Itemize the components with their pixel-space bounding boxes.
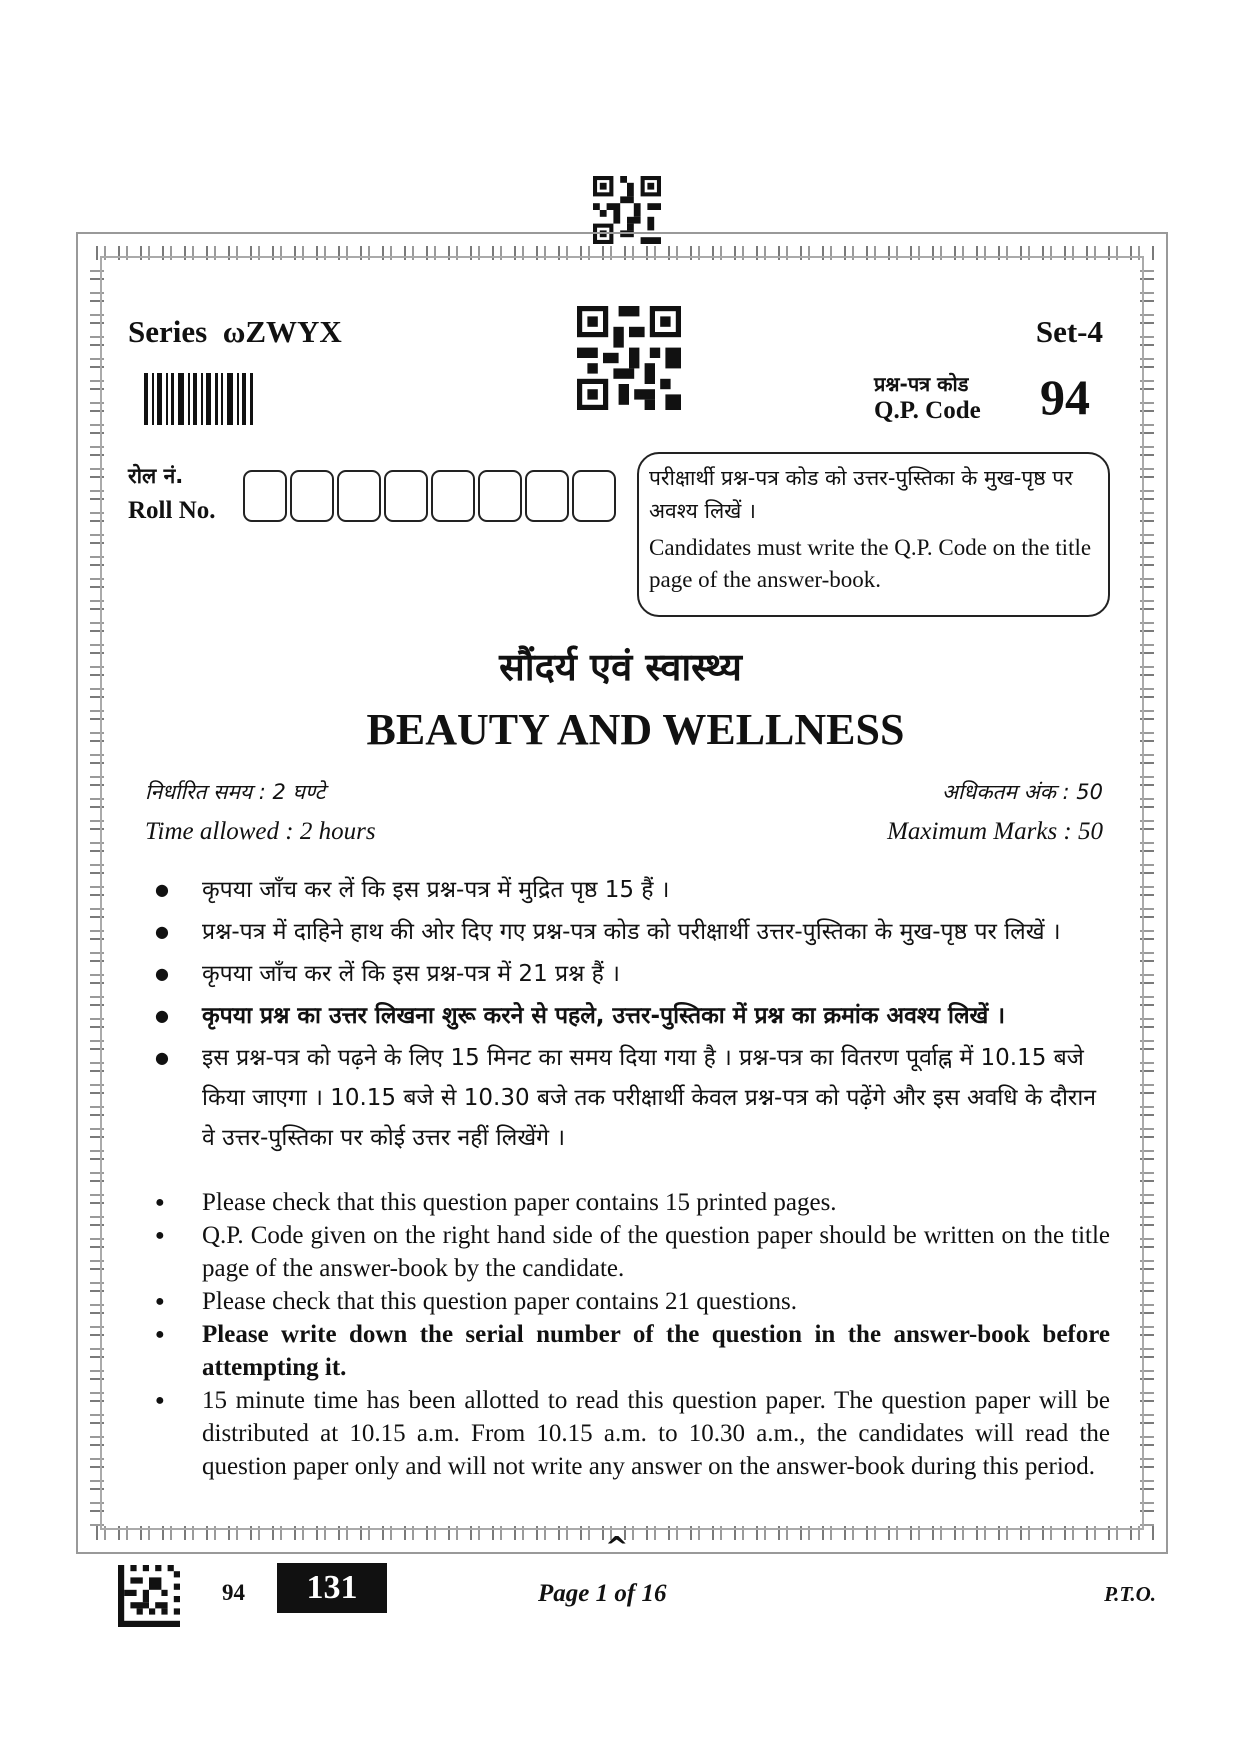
marks-english: Maximum Marks : 50 (887, 818, 1103, 845)
instruction-item: ● Q.P. Code given on the right hand side of the question paper should be written on the title page of the answer-book by the candidate. (150, 1219, 1110, 1285)
footer-code: 94 (222, 1580, 245, 1605)
roll-digit-box[interactable] (243, 470, 287, 522)
series-row (128, 314, 342, 350)
title-english: BEAUTY AND WELLNESS (366, 705, 905, 754)
time-english: Time allowed : 2 hours (145, 818, 376, 845)
notice-english: Candidates must write the Q.P. Code on the title page of the answer-book. (649, 535, 1092, 592)
barcode (144, 373, 256, 425)
instruction-item: ● 15 minute time has been allotted to read this question paper. The question paper will be distributed at 10.15 a.m. From 10.15 a.m. to 10.30 a.m., the candidates will read the question paper only and will not write any answer on the answer-book during this period. (150, 1384, 1110, 1483)
roll-digit-box[interactable] (337, 470, 381, 522)
roll-digit-box[interactable] (572, 470, 616, 522)
instruction-item: ● कृपया जाँच कर लें कि इस प्रश्न-पत्र में 21 प्रश्न हैं । (150, 954, 1110, 994)
time-hindi: निर्धारित समय : 2 घण्टे (145, 780, 326, 804)
center-qr-code (576, 306, 682, 410)
instruction-item: ● कृपया प्रश्न का उत्तर लिखना शुरू करने से पहले, उत्तर-पुस्तिका में प्रश्न का क्रमांक अवश्य लिखें । (150, 996, 1110, 1036)
roll-label: Roll No. (128, 497, 216, 524)
instruction-item: ● इस प्रश्न-पत्र को पढ़ने के लिए 15 मिनट का समय दिया गया है । प्रश्न-पत्र का वितरण पूर्वाह्न में 10.15 बजे किया जाएगा । 10.15 बजे से 10.30 बजे तक परीक्षार्थी केवल प्रश्न-पत्र को पढ़ेंगे और इस अवधि के दौरान वे उत्तर-पुस्तिका पर कोई उत्तर नहीं लिखेंगे । (150, 1038, 1110, 1158)
instruction-item: ● Please check that this question paper contains 21 questions. (150, 1285, 1110, 1318)
roll-digit-box[interactable] (384, 470, 428, 522)
roll-digit-box[interactable] (478, 470, 522, 522)
roll-digit-box[interactable] (525, 470, 569, 522)
qp-code-label: Q.P. Code (874, 397, 981, 424)
instruction-item: ● Please check that this question paper contains 15 printed pages. (150, 1186, 1110, 1219)
pto-label: P.T.O. (1104, 1582, 1156, 1606)
page-indicator: Page 1 of 16 (538, 1580, 667, 1607)
title-hindi: सौंदर्य एवं स्वास्थ्य (499, 645, 742, 689)
footer-number-badge: 131 (277, 1563, 387, 1613)
instruction-item: ● Please write down the serial number of the question in the answer-book before attempting it. (150, 1318, 1110, 1384)
caret-mark: ^ (605, 1530, 629, 1563)
notice-hindi: परीक्षार्थी प्रश्न-पत्र कोड को उत्तर-पुस्तिका के मुख-पृष्ठ पर अवश्य लिखें । (649, 466, 1073, 523)
roll-digit-box[interactable] (431, 470, 475, 522)
instructions-hindi (150, 870, 1110, 1160)
series-label: Series (128, 314, 208, 349)
instruction-item: ● प्रश्न-पत्र में दाहिने हाथ की ओर दिए गए प्रश्न-पत्र कोड को परीक्षार्थी उत्तर-पुस्तिका के मुख-पृष्ठ पर लिखें । (150, 912, 1110, 952)
series-code: ωZWYX (222, 314, 342, 349)
marks-hindi: अधिकतम अंक : 50 (941, 780, 1103, 804)
qp-code-notice-box (637, 452, 1110, 617)
qp-code-value: 94 (1040, 369, 1090, 425)
qp-code-label-hindi: प्रश्न-पत्र कोड (874, 372, 969, 396)
instruction-item: ● कृपया जाँच कर लें कि इस प्रश्न-पत्र में मुद्रित पृष्ठ 15 हैं । (150, 870, 1110, 910)
roll-digit-box[interactable] (290, 470, 334, 522)
roll-label-hindi: रोल नं. (128, 464, 184, 488)
instructions-english (150, 1186, 1110, 1483)
set-number: Set-4 (1035, 314, 1103, 349)
datamatrix-code (118, 1565, 180, 1627)
